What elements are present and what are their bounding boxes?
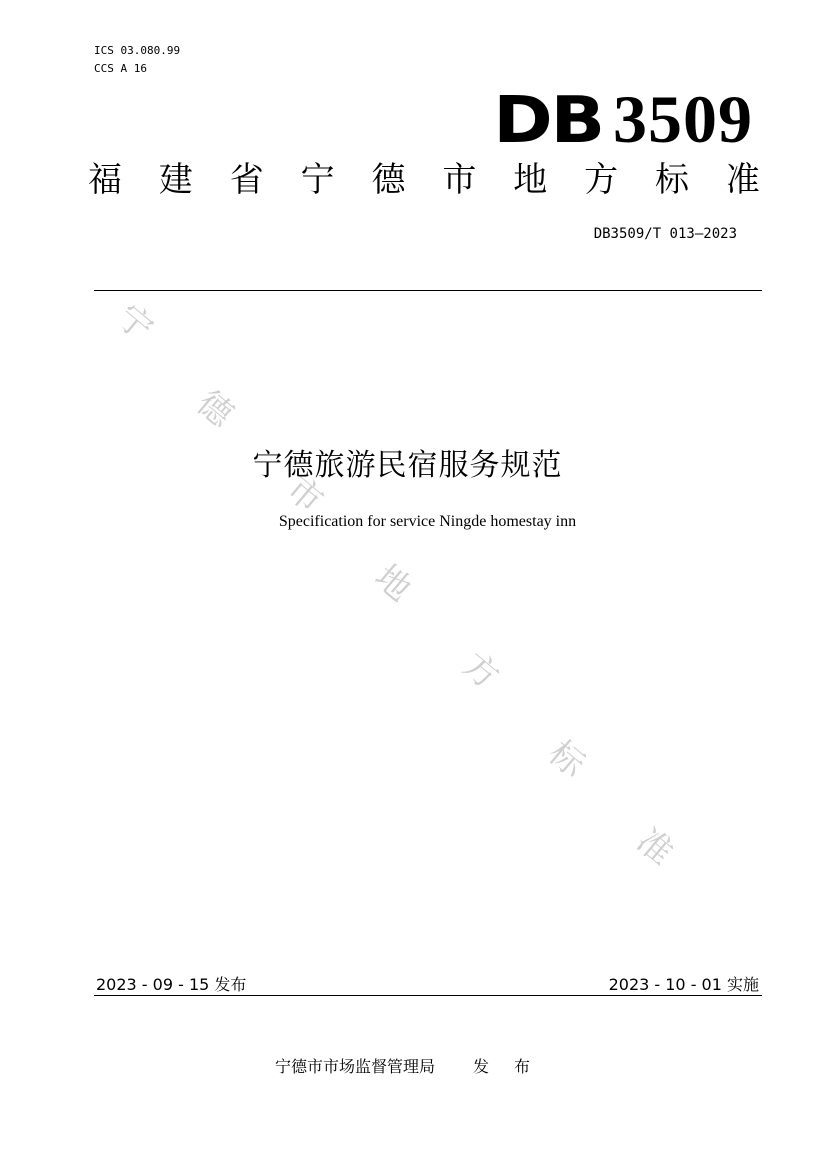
ccs-code: CCS A 16 [94,62,147,75]
category-char: 福 [88,160,122,200]
category-char: 准 [725,160,760,200]
issuer-line [0,1054,815,1077]
watermark-char: 标 [540,732,593,786]
category-char: 方 [584,160,619,200]
db-letters: DB [493,84,603,158]
watermark-char: 市 [278,468,331,522]
category-char: 德 [371,160,406,200]
watermark-char: 宁 [108,296,161,350]
watermark-char: 地 [366,556,419,610]
category-char: 地 [513,160,548,200]
category-char: 标 [655,160,689,200]
db-number: 3509 [613,81,753,157]
issuer-action: 发 布 [472,1057,541,1076]
standard-category [88,152,760,201]
classification-codes [94,42,180,78]
top-divider [94,290,762,291]
bottom-divider [94,995,762,996]
standard-number: DB3509/T 013—2023 [593,226,737,242]
issuer-organization: 宁德市市场监督管理局 [274,1057,435,1076]
category-char: 宁 [300,160,335,200]
document-title-english: Specification for service Ningde homestay inn [278,513,577,530]
category-char: 建 [158,160,193,200]
ics-code: ICS 03.080.99 [94,44,181,57]
publish-date: 2023 - 09 - 15 发布 [96,975,247,994]
watermark-char: 德 [188,382,241,436]
document-title: 宁德旅游民宿服务规范 [252,448,563,483]
category-char: 省 [229,160,264,200]
watermark-char: 方 [454,644,507,698]
watermark-char: 准 [628,820,681,874]
category-char: 市 [442,160,477,200]
db-logo [478,80,753,159]
implement-date: 2023 - 10 - 01 实施 [608,975,759,994]
